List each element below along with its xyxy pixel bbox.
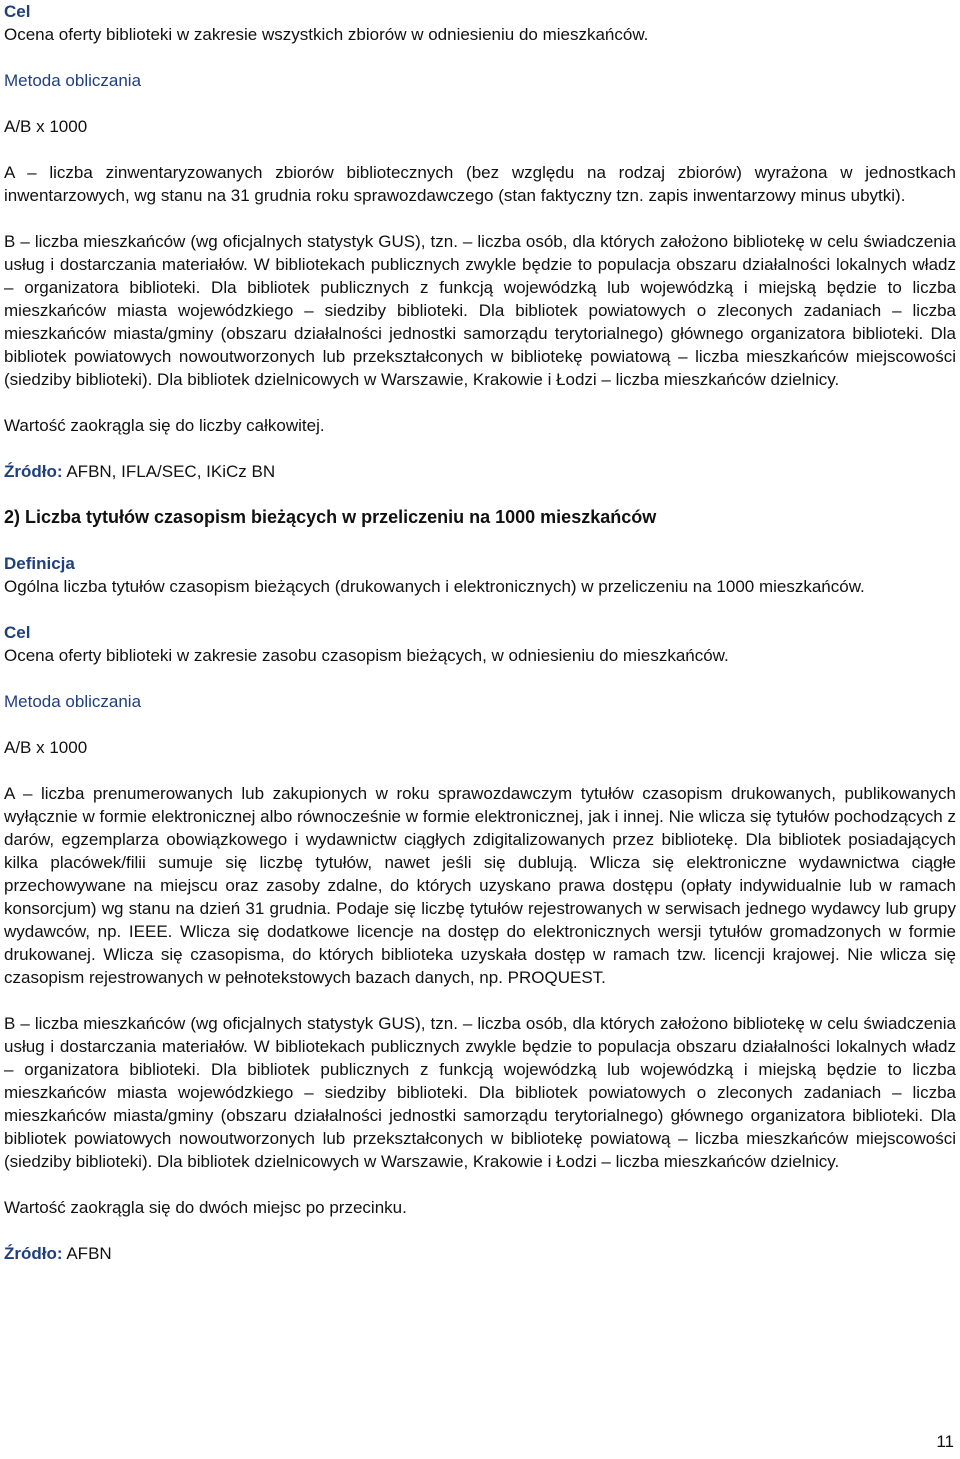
section-1 — [4, 0, 956, 483]
a-definition: A – liczba zinwentaryzowanych zbiorów bibliotecznych (bez względu na rodzaj zbiorów) wyrażona w jednostkach inwentarzowych, wg stanu na 31 grudnia roku sprawozdawczego (stan faktyczny tzn. zapis inwentarzowy minus ubytki). — [4, 163, 956, 205]
section-heading: 2) Liczba tytułów czasopism bieżących w przeliczeniu na 1000 mieszkańców — [4, 507, 657, 527]
source-line — [4, 1242, 956, 1265]
page-number: 11 — [936, 1432, 954, 1451]
b-definition: B – liczba mieszkańców (wg oficjalnych statystyk GUS), tzn. – liczba osób, dla których założono bibliotekę w celu świadczenia usług i dostarczania materiałów. W bibliotekach publicznych zwykle będzie to populacja obszaru działalności lokalnych władz – organizatora biblioteki. Dla bibliotek publicznych z funkcją wojewódzką lub wojewódzką i miejską będzie to liczba mieszkańców miasta wojewódzkiego – siedziby biblioteki. Dla bibliotek powiatowych o zleconych zadaniach – liczba mieszkańców miasta/gminy (obszaru działalności jednostki samorządu terytorialnego) głównego organizatora biblioteki. Dla bibliotek powiatowych nowoutworzonych lub przekształconych w bibliotekę powiatową – liczba mieszkańców miejscowości (siedziby biblioteki). Dla bibliotek dzielnicowych w Warszawie, Krakowie i Łodzi – liczba mieszkańców dzielnicy. — [4, 1014, 956, 1171]
b-definition: B – liczba mieszkańców (wg oficjalnych statystyk GUS), tzn. – liczba osób, dla których założono bibliotekę w celu świadczenia usług i dostarczania materiałów. W bibliotekach publicznych zwykle będzie to populacja obszaru działalności lokalnych władz – organizatora biblioteki. Dla bibliotek publicznych z funkcją wojewódzką lub wojewódzką i miejską będzie to liczba mieszkańców miasta wojewódzkiego – siedziby biblioteki. Dla bibliotek powiatowych o zleconych zadaniach – liczba mieszkańców miasta/gminy (obszaru działalności jednostki samorządu terytorialnego) głównego organizatora biblioteki. Dla bibliotek powiatowych nowoutworzonych lub przekształconych w bibliotekę powiatową – liczba mieszkańców miejscowości (siedziby biblioteki). Dla bibliotek dzielnicowych w Warszawie, Krakowie i Łodzi – liczba mieszkańców dzielnicy. — [4, 232, 956, 389]
rounding-text: Wartość zaokrągla się do liczby całkowitej. — [4, 416, 325, 435]
source-text: AFBN, IFLA/SEC, IKiCz BN — [66, 462, 276, 481]
a-definition: A – liczba prenumerowanych lub zakupionych w roku sprawozdawczym tytułów czasopism drukowanych, publikowanych wyłącznie w formie elektronicznej albo równocześnie w formie elektronicznej, jak i innej. Nie wlicza się tytułów pochodzących z darów, egzemplarza obowiązkowego i wydawnictw ciągłych zdigitalizowanych przez bibliotekę. Dla bibliotek posiadających kilka placówek/filii sumuje się liczbę tytułów, nawet jeśli się dublują. Wlicza się elektroniczne wydawnictwa ciągłe przechowywane na miejscu oraz zasoby zdalne, do których uzyskano prawa dostępu (opłaty indywidualnie lub w ramach konsorcjum) wg stanu na dzień 31 grudnia. Podaje się liczbę tytułów rejestrowanych w serwisach jednego wydawcy lub grupy wydawców, np. IEEE. Wlicza się dodatkowe licencje na dostęp do elektronicznych wersji tytułów gromadzonych w formie drukowanej. Wlicza się czasopisma, do których biblioteka uzyskała dostęp w ramach tzw. licencji krajowej. Nie wlicza się czasopism rejestrowanych w pełnotekstowych bazach danych, np. PROQUEST. — [4, 784, 956, 987]
source-label: Źródło: — [4, 462, 63, 481]
source-text: AFBN — [66, 1244, 112, 1263]
definicja-label: Definicja — [4, 554, 75, 573]
cel-label: Cel — [4, 2, 31, 21]
metoda-label: Metoda obliczania — [4, 692, 142, 711]
source-line — [4, 460, 956, 483]
rounding-text: Wartość zaokrągla się do dwóch miejsc po przecinku. — [4, 1198, 407, 1217]
document-page — [4, 0, 956, 1265]
cel-text: Ocena oferty biblioteki w zakresie zasobu czasopism bieżących, w odniesieniu do mieszkańców. — [4, 646, 729, 665]
definicja-text: Ogólna liczba tytułów czasopism bieżących (drukowanych i elektronicznych) w przeliczeniu na 1000 mieszkańców. — [4, 577, 865, 596]
metoda-label: Metoda obliczania — [4, 71, 142, 90]
source-label: Źródło: — [4, 1244, 63, 1263]
section-2 — [4, 506, 956, 1265]
formula: A/B x 1000 — [4, 117, 88, 136]
cel-text: Ocena oferty biblioteki w zakresie wszystkich zbiorów w odniesieniu do mieszkańców. — [4, 25, 649, 44]
cel-label: Cel — [4, 623, 31, 642]
formula: A/B x 1000 — [4, 738, 88, 757]
